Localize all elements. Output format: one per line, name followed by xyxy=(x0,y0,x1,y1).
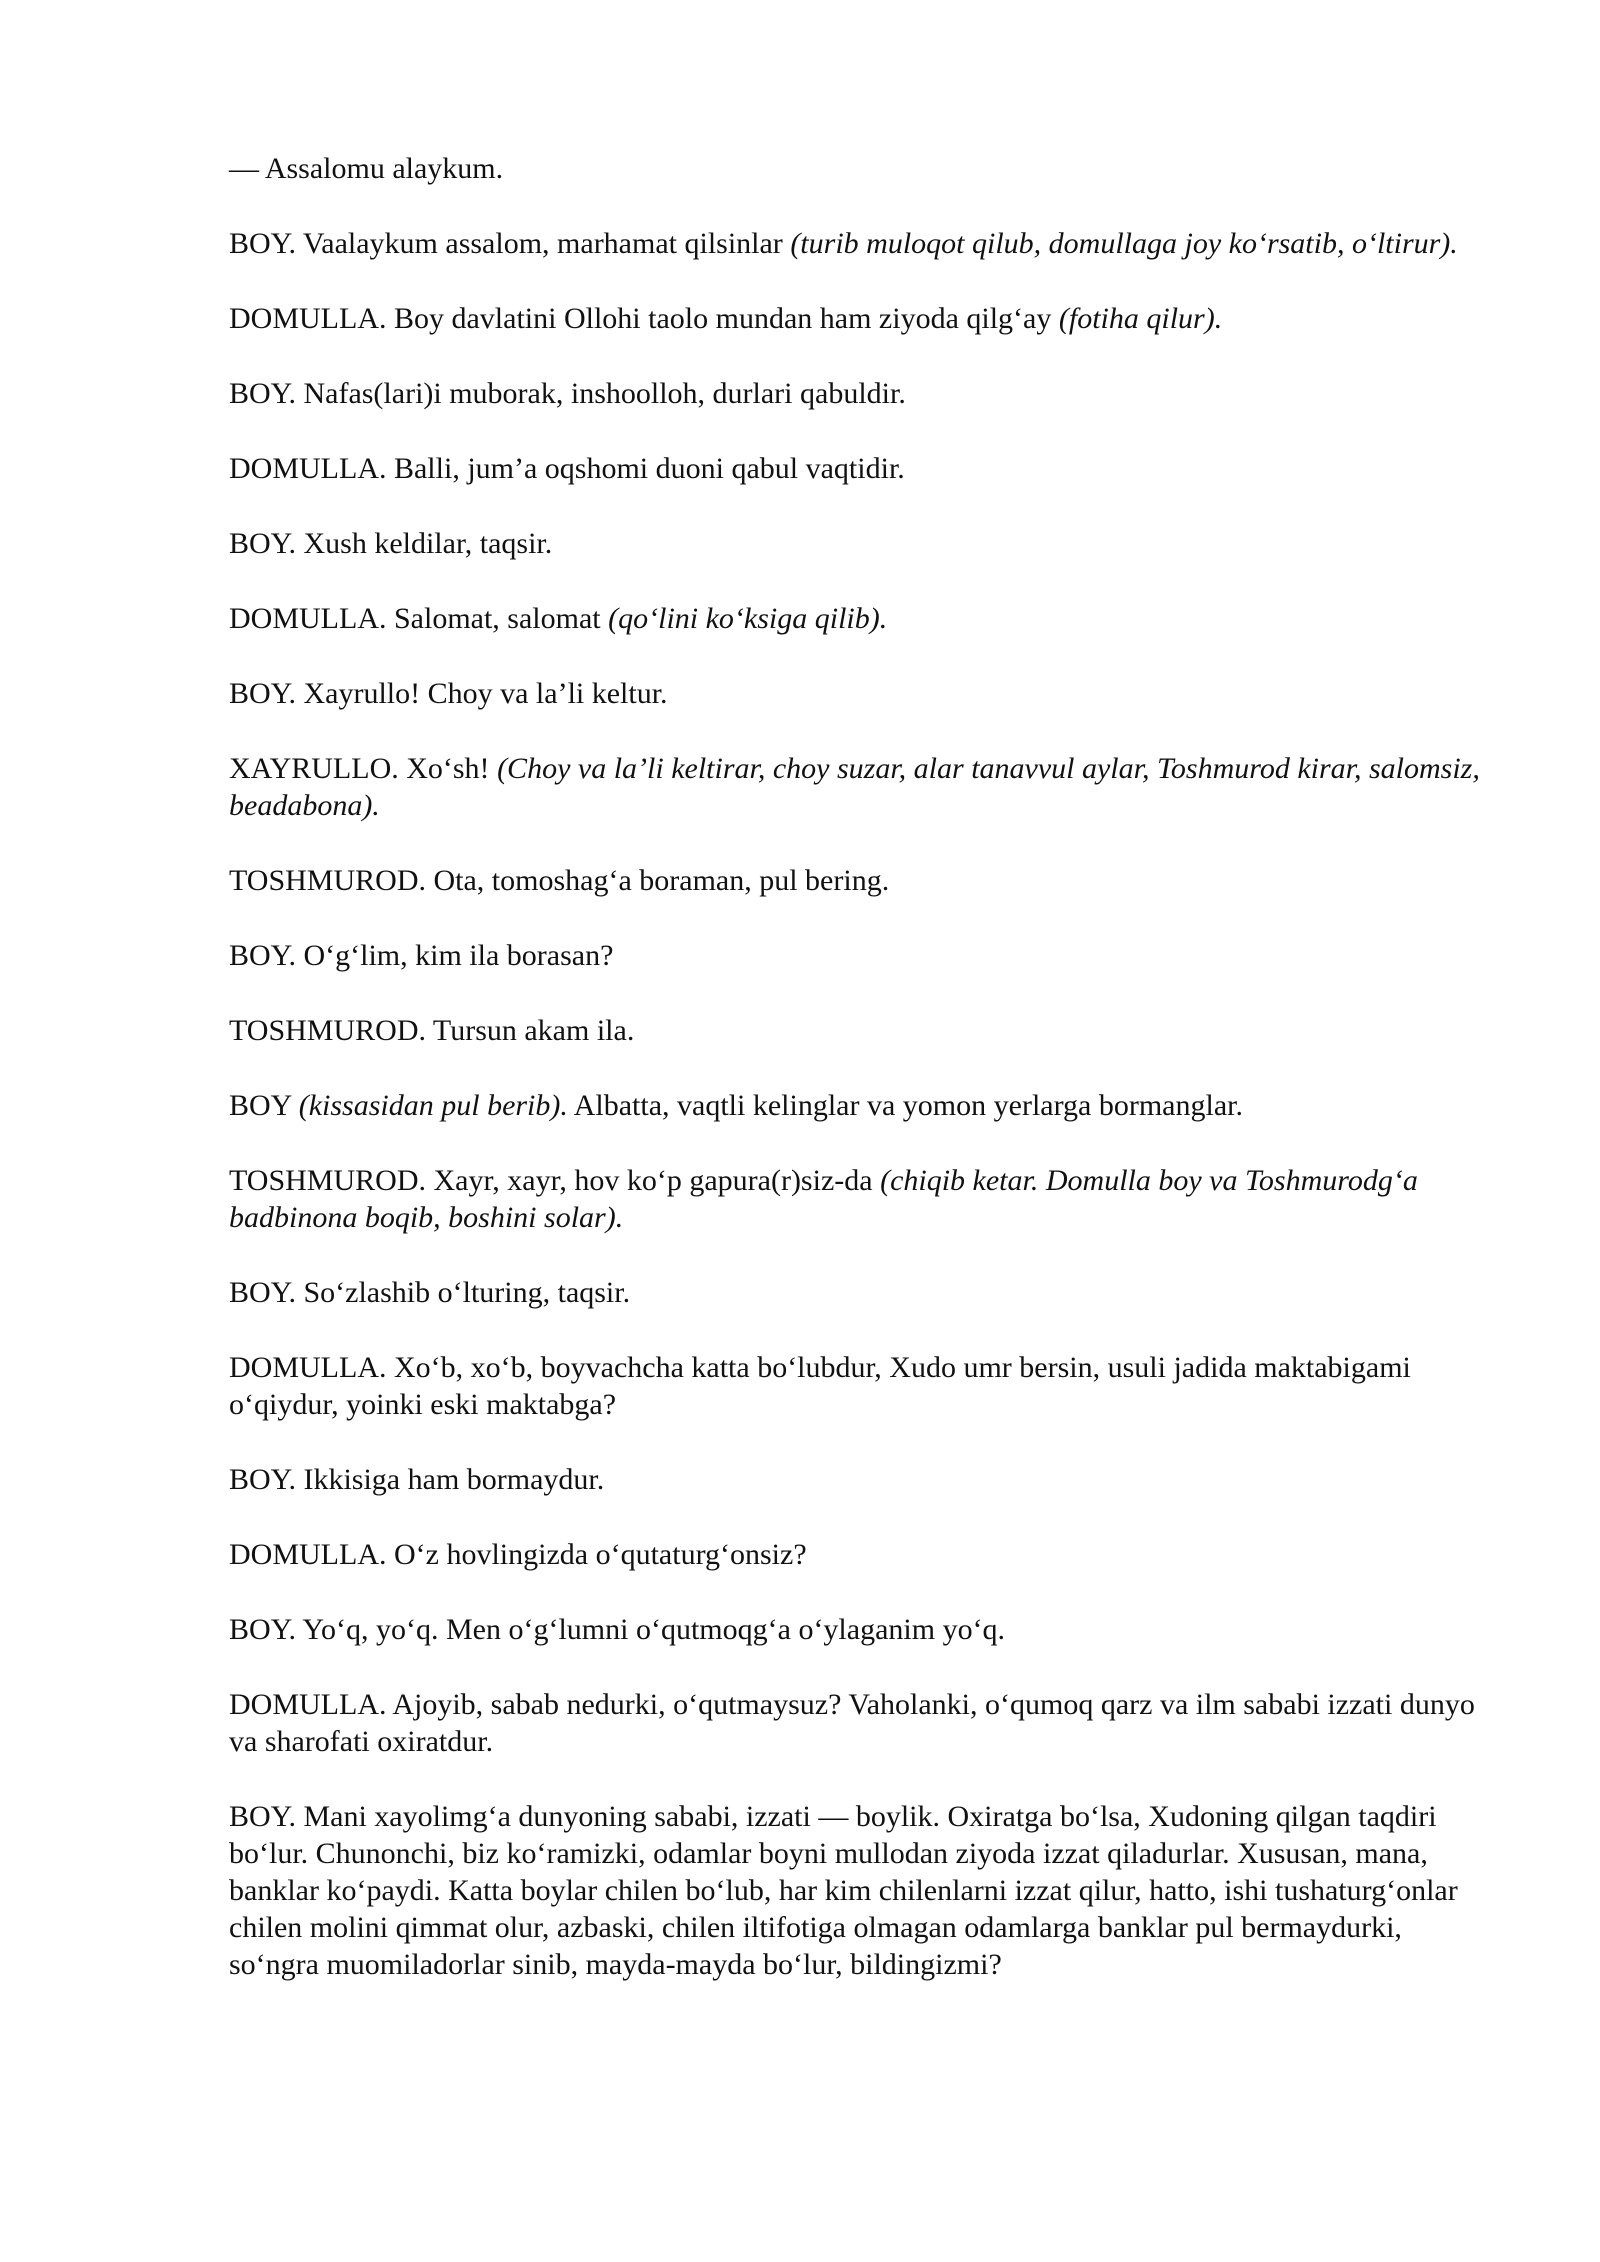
stage-direction: (fotiha qilur). xyxy=(1058,302,1223,335)
dialogue-text: BOY. Mani xayolimgʻa dunyoning sababi, izzati — boylik. Oxiratga boʻlsa, Xudoning qilgan taqdiri boʻlur. Chunonchi, biz koʻramizki, odamlar boyni mullodan ziyoda izzat qiladurlar. Xususan, mana, banklar koʻpaydi. Katta boylar chilen boʻlub, har kim chilenlarni izzat qilur, hatto, ishi tushaturgʻonlar chilen molini qimmat olur, azbaski, chilen iltifotiga olmagan odamlarga banklar pul bermaydurki, soʻngra muomiladorlar sinib, mayda-mayda boʻlur, bildingizmi? xyxy=(229,1800,1458,1981)
dialogue-paragraph xyxy=(229,1012,1491,1049)
dialogue-paragraph xyxy=(229,525,1491,562)
dialogue-paragraph xyxy=(229,150,1491,187)
dialogue-paragraph xyxy=(229,750,1491,824)
dialogue-paragraph xyxy=(229,1349,1491,1423)
dialogue-text: DOMULLA. Xoʻb, xoʻb, boyvachcha katta boʻlubdur, Xudo umr bersin, usuli jadida maktabigami oʻqiydur, yoinki eski maktabga? xyxy=(229,1351,1411,1421)
dialogue-text: BOY. Soʻzlashib oʻlturing, taqsir. xyxy=(229,1276,631,1309)
dialogue-paragraph xyxy=(229,1686,1491,1760)
dialogue-paragraph xyxy=(229,300,1491,337)
dialogue-text: BOY xyxy=(229,1089,299,1122)
dialogue-text: BOY. Ikkisiga ham bormaydur. xyxy=(229,1463,605,1496)
dialogue-paragraph xyxy=(229,937,1491,974)
dialogue-text: TOSHMUROD. Tursun akam ila. xyxy=(229,1014,635,1047)
dialogue-text: DOMULLA. Ajoyib, sabab nedurki, oʻqutmaysuz? Vaholanki, oʻqumoq qarz va ilm sababi izzati dunyo va sharofati oxiratdur. xyxy=(229,1688,1475,1758)
dialogue-text: — Assalomu alaykum. xyxy=(229,152,504,185)
dialogue-text: DOMULLA. Boy davlatini Ollohi taolo mundan ham ziyoda qilgʻay xyxy=(229,302,1059,335)
dialogue-paragraph xyxy=(229,1087,1491,1124)
dialogue-text: BOY. Oʻgʻlim, kim ila borasan? xyxy=(229,939,614,972)
dialogue-paragraph xyxy=(229,675,1491,712)
dialogue-text: XAYRULLO. Xoʻsh! xyxy=(229,752,498,785)
stage-direction: (Choy va la’li keltirar, choy suzar, alar tanavvul aylar, Toshmurod kirar, salomsiz, beadabona). xyxy=(229,752,1480,822)
dialogue-text: BOY. Xush keldilar, taqsir. xyxy=(229,527,553,560)
dialogue-text: BOY. Vaalaykum assalom, marhamat qilsinlar xyxy=(229,227,791,260)
dialogue-paragraph xyxy=(229,1611,1491,1648)
dialogue-text: BOY. Xayrullo! Choy va la’li keltur. xyxy=(229,677,668,710)
stage-direction: (chiqib ketar. Domulla boy va Toshmurodgʻa badbinona boqib, boshini solar). xyxy=(229,1164,1418,1234)
document-body xyxy=(229,150,1491,2021)
dialogue-paragraph xyxy=(229,1536,1491,1573)
dialogue-text: DOMULLA. Oʻz hovlingizda oʻqutaturgʻonsiz? xyxy=(229,1538,807,1571)
dialogue-text: Albatta, vaqtli kelinglar va yomon yerlarga bormanglar. xyxy=(567,1089,1243,1122)
dialogue-paragraph xyxy=(229,600,1491,637)
dialogue-paragraph xyxy=(229,1162,1491,1236)
dialogue-text: DOMULLA. Salomat, salomat xyxy=(229,602,609,635)
dialogue-paragraph xyxy=(229,450,1491,487)
stage-direction: (qoʻlini koʻksiga qilib). xyxy=(608,602,888,635)
dialogue-text: BOY. Nafas(lari)i muborak, inshoolloh, durlari qabuldir. xyxy=(229,377,906,410)
stage-direction: (turib muloqot qilub, domullaga joy koʻrsatib, oʻltirur). xyxy=(790,227,1458,260)
dialogue-text: BOY. Yoʻq, yoʻq. Men oʻgʻlumni oʻqutmoqgʻa oʻylaganim yoʻq. xyxy=(229,1613,1006,1646)
stage-direction: (kissasidan pul berib). xyxy=(298,1089,568,1122)
dialogue-text: DOMULLA. Balli, jum’a oqshomi duoni qabul vaqtidir. xyxy=(229,452,905,485)
dialogue-paragraph xyxy=(229,1461,1491,1498)
dialogue-paragraph xyxy=(229,1274,1491,1311)
dialogue-text: TOSHMUROD. Ota, tomoshagʻa boraman, pul bering. xyxy=(229,864,890,897)
dialogue-paragraph xyxy=(229,862,1491,899)
dialogue-paragraph xyxy=(229,1798,1491,1983)
dialogue-text: TOSHMUROD. Xayr, xayr, hov koʻp gapura(r)siz-da xyxy=(229,1164,881,1197)
dialogue-paragraph xyxy=(229,225,1491,262)
dialogue-paragraph xyxy=(229,375,1491,412)
